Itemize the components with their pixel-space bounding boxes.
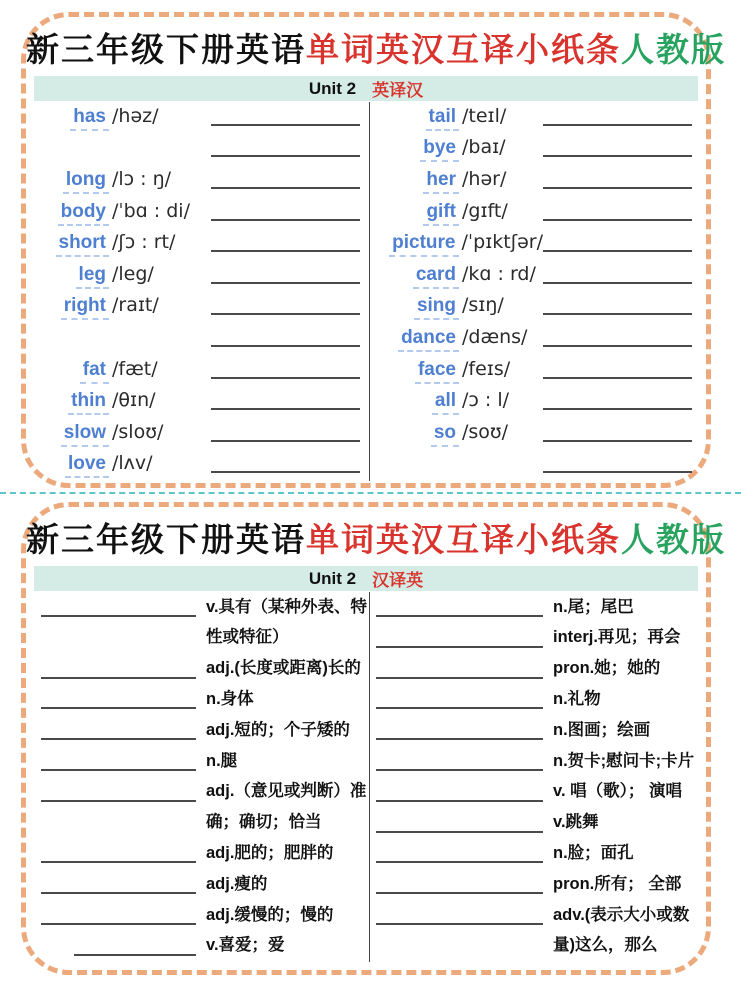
phonetic-transcription: /ʃɔ : rt/ xyxy=(112,231,176,254)
card-english-to-chinese xyxy=(21,12,726,488)
answer-blank-line xyxy=(376,707,543,709)
chinese-meaning: pron.她；她的 xyxy=(553,659,661,678)
answer-blank-line xyxy=(211,124,360,126)
phonetic-transcription: /feɪs/ xyxy=(462,357,511,380)
chinese-meaning: n.身体 xyxy=(206,689,254,708)
meaning-row xyxy=(41,623,369,654)
word-box xyxy=(39,359,109,384)
word-box xyxy=(39,264,109,289)
word-box xyxy=(378,137,459,162)
chinese-meaning: n.尾；尾巴 xyxy=(553,597,634,616)
vocab-row xyxy=(378,197,701,229)
word-box xyxy=(39,295,109,320)
meaning-row xyxy=(376,654,706,685)
answer-blank-line xyxy=(376,923,543,925)
answer-blank-line xyxy=(376,769,543,771)
chinese-meaning: 性或特征） xyxy=(206,628,289,647)
title-subject-text: 单词英汉互译小纸条 xyxy=(306,521,621,558)
vocab-row xyxy=(39,387,369,419)
mode-label: 英译汉 xyxy=(372,81,424,101)
word-phonetic-group xyxy=(378,200,543,226)
english-word: short xyxy=(56,232,110,257)
phonetic-transcription: /ɔ : l/ xyxy=(462,389,509,412)
cut-line xyxy=(0,492,741,494)
english-word: has xyxy=(70,106,109,131)
meaning-columns xyxy=(26,592,706,962)
answer-blank-line xyxy=(41,738,196,740)
word-phonetic-group xyxy=(39,452,211,478)
meaning-row xyxy=(376,623,706,654)
meaning-row xyxy=(41,839,369,870)
answer-blank-line xyxy=(211,250,360,252)
word-phonetic-group xyxy=(39,105,211,131)
vocab-row xyxy=(378,102,701,134)
phonetic-transcription: /leg/ xyxy=(112,262,154,285)
chinese-meaning: adj.缓慢的；慢的 xyxy=(206,905,334,924)
word-phonetic-group xyxy=(39,263,211,289)
chinese-meaning: interj.再见；再会 xyxy=(553,628,681,647)
answer-blank-line xyxy=(543,471,692,473)
meaning-row xyxy=(41,777,369,808)
phonetic-transcription: /raɪt/ xyxy=(112,294,159,317)
meaning-row xyxy=(41,808,369,839)
phonetic-transcription: /lʌv/ xyxy=(112,452,153,475)
english-word: fat xyxy=(80,359,109,384)
vocab-row xyxy=(378,292,701,324)
phonetic-transcription: /soʊ/ xyxy=(462,420,509,443)
phonetic-transcription: /hər/ xyxy=(462,168,507,191)
meaning-row xyxy=(41,931,369,962)
english-word: all xyxy=(432,390,459,415)
vocab-row xyxy=(39,292,369,324)
answer-blank-line xyxy=(41,615,196,617)
english-word: bye xyxy=(420,137,459,162)
chinese-meaning: n.贺卡;慰问卡;卡片 xyxy=(553,751,695,770)
blank-spacer xyxy=(41,646,196,648)
phonetic-transcription: /ˈbɑ : di/ xyxy=(112,199,190,222)
english-word: long xyxy=(63,169,109,194)
answer-blank-line xyxy=(376,615,543,617)
phonetic-transcription: /θɪn/ xyxy=(112,389,156,412)
meaning-row xyxy=(41,746,369,777)
answer-blank-line xyxy=(543,124,692,126)
answer-blank-line xyxy=(211,345,360,347)
vocab-column-right xyxy=(370,102,706,481)
answer-blank-line xyxy=(41,707,196,709)
english-word: leg xyxy=(76,264,109,289)
card-chinese-to-english xyxy=(21,502,726,975)
word-box xyxy=(39,390,109,415)
meaning-row xyxy=(376,685,706,716)
answer-blank-line xyxy=(41,892,196,894)
word-phonetic-group xyxy=(39,168,211,194)
vocab-row xyxy=(378,418,701,450)
meaning-row xyxy=(376,931,706,962)
page-title xyxy=(26,29,726,70)
chinese-meaning: v.具有（某种外表、特 xyxy=(206,597,368,616)
chinese-meaning: adj.（意见或判断）准 xyxy=(206,782,367,801)
vocab-column-left xyxy=(26,102,370,481)
answer-blank-line xyxy=(41,923,196,925)
answer-blank-line xyxy=(41,769,196,771)
answer-blank-line xyxy=(376,800,543,802)
meaning-row xyxy=(376,715,706,746)
word-box xyxy=(39,453,109,478)
english-word: right xyxy=(61,295,109,320)
meaning-column-right xyxy=(370,592,706,962)
vocab-row xyxy=(378,134,701,166)
word-phonetic-group xyxy=(39,200,211,226)
english-word: her xyxy=(423,169,459,194)
answer-blank-line xyxy=(41,861,196,863)
word-box xyxy=(378,106,459,131)
word-phonetic-group xyxy=(39,421,211,447)
phonetic-transcription: /baɪ/ xyxy=(462,136,506,159)
english-word: gift xyxy=(423,201,459,226)
word-box xyxy=(378,327,459,352)
word-box xyxy=(39,106,109,131)
title-edition-text: 人教版 xyxy=(621,521,726,558)
vocab-row xyxy=(378,355,701,387)
answer-blank-line xyxy=(376,677,543,679)
chinese-meaning: n.礼物 xyxy=(553,689,601,708)
chinese-meaning: adv.(表示大小或数 xyxy=(553,905,690,924)
phonetic-transcription: /ˈpɪktʃər/ xyxy=(461,231,543,254)
word-box xyxy=(39,201,109,226)
chinese-meaning: n.腿 xyxy=(206,751,238,770)
answer-blank-line xyxy=(543,377,692,379)
chinese-meaning: n.图画；绘画 xyxy=(553,720,651,739)
answer-blank-line xyxy=(211,377,360,379)
meaning-row xyxy=(376,777,706,808)
meaning-row xyxy=(376,839,706,870)
vocab-row xyxy=(378,323,701,355)
word-box xyxy=(378,295,459,320)
unit-header-bar xyxy=(34,566,698,591)
phonetic-transcription: /sloʊ/ xyxy=(112,420,164,443)
word-box xyxy=(378,390,459,415)
chinese-meaning: adj.短的；个子矮的 xyxy=(206,720,350,739)
word-box xyxy=(378,422,459,447)
chinese-meaning: 确；确切；恰当 xyxy=(206,813,322,832)
word-box xyxy=(378,201,459,226)
phonetic-transcription: /fæt/ xyxy=(112,357,158,380)
phonetic-transcription: /dæns/ xyxy=(462,326,528,348)
meaning-column-left xyxy=(26,592,370,962)
chinese-meaning: n.脸；面孔 xyxy=(553,843,634,862)
answer-blank-line xyxy=(543,219,692,221)
meaning-row xyxy=(376,869,706,900)
chinese-meaning: v.喜爱；爱 xyxy=(206,936,285,955)
unit-label: Unit 2 xyxy=(308,568,357,588)
mode-label: 汉译英 xyxy=(372,571,424,591)
word-box xyxy=(378,359,459,384)
meaning-row xyxy=(376,592,706,623)
chinese-meaning: pron.所有； 全部 xyxy=(553,874,682,893)
vocab-row xyxy=(39,165,369,197)
answer-blank-line xyxy=(543,282,692,284)
answer-blank-line xyxy=(543,408,692,410)
meaning-row xyxy=(376,808,706,839)
answer-blank-line xyxy=(211,155,360,157)
chinese-meaning: 量)这么，那么 xyxy=(553,936,658,955)
vocab-row xyxy=(378,260,701,292)
answer-blank-line xyxy=(376,861,543,863)
vocab-row xyxy=(39,134,369,166)
word-phonetic-group xyxy=(39,294,211,320)
meaning-row xyxy=(41,715,369,746)
meaning-row xyxy=(41,654,369,685)
answer-blank-line xyxy=(543,187,692,189)
word-phonetic-group xyxy=(378,136,543,162)
word-phonetic-group xyxy=(378,421,543,447)
answer-blank-line xyxy=(376,646,543,648)
word-phonetic-group xyxy=(378,326,543,352)
answer-blank-line xyxy=(376,831,543,833)
vocab-row xyxy=(39,197,369,229)
vocab-row xyxy=(39,450,369,482)
word-phonetic-group xyxy=(378,168,543,194)
answer-blank-line xyxy=(211,440,360,442)
vocab-row xyxy=(378,450,701,482)
chinese-meaning: v. 唱（歌）； 演唱 xyxy=(553,782,682,801)
blank-spacer xyxy=(41,831,196,833)
vocab-columns xyxy=(26,102,706,481)
title-grade-text: 新三年级下册英语 xyxy=(26,31,306,68)
answer-blank-line xyxy=(543,155,692,157)
chinese-meaning: v.跳舞 xyxy=(553,813,599,832)
answer-blank-line xyxy=(376,892,543,894)
word-phonetic-group xyxy=(378,294,543,320)
answer-blank-line xyxy=(543,345,692,347)
english-word: body xyxy=(58,201,109,226)
word-box xyxy=(378,169,459,194)
word-phonetic-group xyxy=(378,231,543,257)
title-edition-text: 人教版 xyxy=(621,31,726,68)
word-box xyxy=(39,169,109,194)
word-phonetic-group xyxy=(39,358,211,384)
word-phonetic-group xyxy=(39,231,211,257)
vocab-row xyxy=(39,260,369,292)
title-subject-text: 单词英汉互译小纸条 xyxy=(306,31,621,68)
vocab-row xyxy=(39,418,369,450)
vocab-row xyxy=(39,323,369,355)
phonetic-transcription: /həz/ xyxy=(112,104,159,127)
blank-spacer xyxy=(376,954,543,956)
word-phonetic-group xyxy=(39,389,211,415)
word-phonetic-group xyxy=(378,105,543,131)
meaning-row xyxy=(41,869,369,900)
phonetic-transcription: /lɔ : ŋ/ xyxy=(112,168,172,191)
meaning-row xyxy=(376,746,706,777)
phonetic-transcription: /kɑ : rd/ xyxy=(462,262,536,285)
meaning-row xyxy=(376,900,706,931)
answer-blank-line xyxy=(211,408,360,410)
answer-blank-line xyxy=(543,250,692,252)
phonetic-transcription: /sɪŋ/ xyxy=(462,294,504,317)
answer-blank-line xyxy=(211,219,360,221)
english-word: thin xyxy=(68,390,109,415)
english-word: sing xyxy=(414,295,459,320)
answer-blank-line xyxy=(543,313,692,315)
english-word: picture xyxy=(389,232,458,257)
vocab-row xyxy=(39,102,369,134)
answer-blank-line xyxy=(376,738,543,740)
answer-blank-line xyxy=(211,187,360,189)
vocab-row xyxy=(39,229,369,261)
english-word: so xyxy=(431,422,459,447)
answer-blank-line xyxy=(211,313,360,315)
english-word: slow xyxy=(61,422,109,447)
word-phonetic-group xyxy=(378,358,543,384)
answer-blank-line xyxy=(74,954,196,956)
word-phonetic-group xyxy=(378,263,543,289)
meaning-row xyxy=(41,685,369,716)
english-word: card xyxy=(413,264,459,289)
phonetic-transcription: /gɪft/ xyxy=(462,199,508,222)
unit-header-bar xyxy=(34,76,698,101)
phonetic-transcription: /teɪl/ xyxy=(462,104,507,127)
title-grade-text: 新三年级下册英语 xyxy=(26,521,306,558)
english-word: tail xyxy=(426,106,459,131)
word-phonetic-group xyxy=(378,389,543,415)
english-word: face xyxy=(415,359,459,384)
vocab-row xyxy=(378,165,701,197)
answer-blank-line xyxy=(543,440,692,442)
english-word: dance xyxy=(398,327,459,352)
word-box xyxy=(378,264,459,289)
chinese-meaning: adj.肥的；肥胖的 xyxy=(206,843,334,862)
vocab-row xyxy=(378,387,701,419)
word-box xyxy=(39,232,109,257)
english-word: love xyxy=(65,453,109,478)
answer-blank-line xyxy=(211,282,360,284)
vocab-row xyxy=(39,355,369,387)
unit-label: Unit 2 xyxy=(308,78,357,98)
chinese-meaning: adj.(长度或距离)长的 xyxy=(206,659,361,678)
answer-blank-line xyxy=(211,471,360,473)
word-box xyxy=(378,232,459,257)
meaning-row xyxy=(41,592,369,623)
page-title xyxy=(26,519,726,560)
vocab-row xyxy=(378,229,701,261)
chinese-meaning: adj.瘦的 xyxy=(206,874,268,893)
meaning-row xyxy=(41,900,369,931)
answer-blank-line xyxy=(41,800,196,802)
word-box xyxy=(39,422,109,447)
answer-blank-line xyxy=(41,677,196,679)
